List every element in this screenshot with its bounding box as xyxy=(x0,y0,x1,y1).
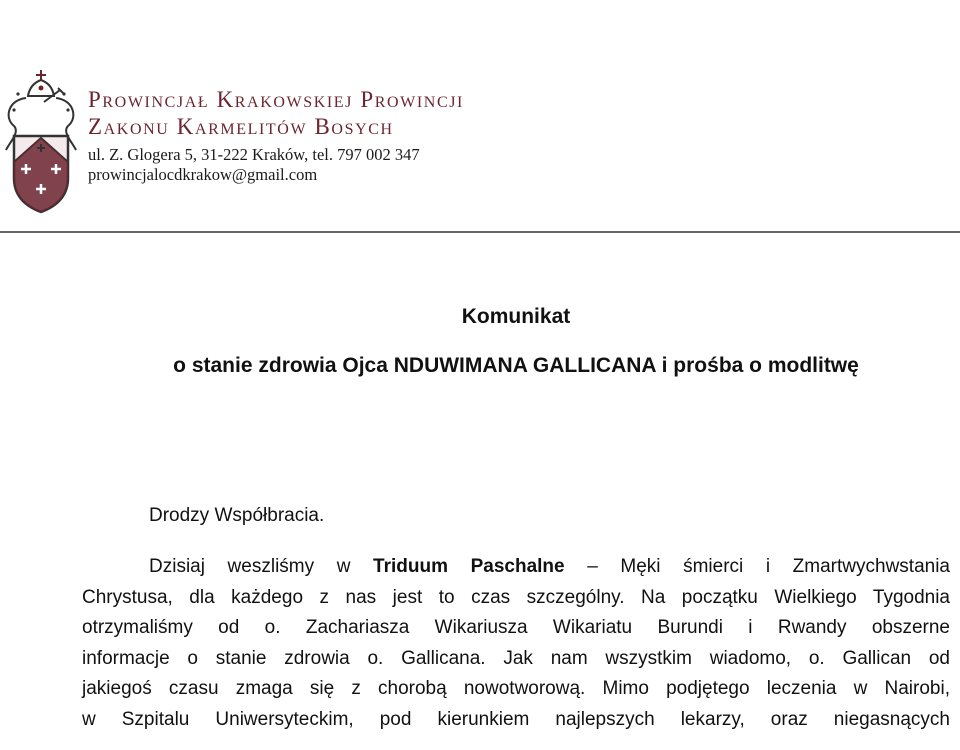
postal-address: ul. Z. Glogera 5, 31-222 Kraków, tel. 797 002 347 xyxy=(88,145,420,164)
body-paragraph xyxy=(82,552,950,735)
org-name-line-2: Zakonu Karmelitów Bosych xyxy=(88,114,394,139)
paragraph-line: otrzymaliśmy od o. Zachariasza Wikariusza Wikariatu Burundi i Rwandy obszerne xyxy=(82,617,950,638)
bold-phrase: Triduum Paschalne xyxy=(373,556,565,577)
header-divider xyxy=(0,231,960,233)
paragraph-line: Chrystusa, dla każdego z nas jest to czas szczególny. Na początku Wielkiego Tygodnia xyxy=(82,586,950,608)
letterhead-text xyxy=(88,86,464,185)
email-address: prowincjalocdkrakow@gmail.com xyxy=(88,165,318,184)
document-title: Komunikat xyxy=(461,305,571,328)
paragraph-line: Dzisiaj weszliśmy w Triduum Paschalne – Męki śmierci i Zmartwychwstania xyxy=(149,556,950,577)
letterhead xyxy=(0,66,960,226)
salutation: Drodzy Współbracia. xyxy=(149,505,325,526)
paragraph-line: jakiegoś czasu zmaga się z chorobą nowotworową. Mimo podjętego leczenia w Nairobi, xyxy=(82,678,950,699)
carmelite-crest-icon xyxy=(0,66,82,218)
paragraph-line: w Szpitalu Uniwersyteckim, pod kierunkiem najlepszych lekarzy, oraz niegasnących xyxy=(82,708,950,730)
org-name-line-1: Prowincjał Krakowskiej Prowincji xyxy=(88,87,464,112)
paragraph-line: informacje o stanie zdrowia o. Gallicana. Jak nam wszystkim wiadomo, o. Gallican od xyxy=(82,647,950,669)
document-subtitle: o stanie zdrowia Ojca NDUWIMANA GALLICANA i prośba o modlitwę xyxy=(173,354,859,377)
